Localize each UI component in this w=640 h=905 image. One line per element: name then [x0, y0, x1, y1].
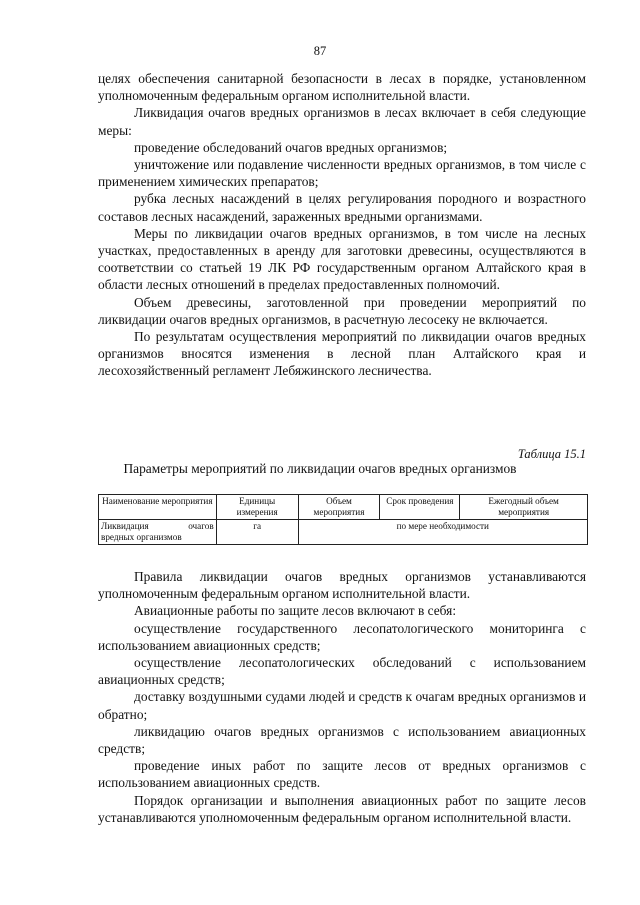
paragraph: Меры по ликвидации очагов вредных организмов, в том числе на лесных участках, предоставленных в аренду для заготовки древесины, осуществляются в соответствии со статьей 19 ЛК РФ государственным органом Алтайского края в области лесных отношений в пределах предоставленных полномочий. — [98, 225, 586, 293]
cell-as-needed: по мере необходимости — [298, 520, 587, 545]
paragraph: доставку воздушными судами людей и средств к очагам вредных организмов и обратно; — [98, 689, 586, 722]
paragraph: ликвидацию очагов вредных организмов с использованием авиационных средств; — [98, 723, 586, 757]
column-header-name: Наименование мероприятия — [99, 495, 217, 520]
cell-unit: га — [216, 520, 298, 545]
page-number: 87 — [313, 44, 327, 58]
cell-measure-name-line1: Ликвидация очагов — [101, 521, 214, 531]
column-header-annual-volume: Ежегодный объем мероприятия — [460, 495, 588, 520]
paragraph: Правила ликвидации очагов вредных организмов устанавливаются уполномоченным федеральным органом исполнительной власти. — [98, 569, 586, 602]
top-text-block — [98, 70, 586, 380]
paragraph: осуществление лесопатологических обследований с использованием авиационных средств; — [98, 655, 586, 688]
column-header-term: Срок проведения — [380, 495, 460, 520]
column-header-volume: Объем мероприятия — [298, 495, 380, 520]
table-header-row — [99, 495, 588, 520]
paragraph: рубка лесных насаждений в целях регулирования породного и возрастного составов лесных насаждений, зараженных вредными организмами. — [98, 191, 586, 224]
paragraph: По результатам осуществления мероприятий по ликвидации очагов вредных организмов вносятся изменения в лесной план Алтайского края и лесохозяйственный регламент Лебяжинского лесничества. — [98, 329, 586, 379]
paragraph: уничтожение или подавление численности вредных организмов, в том числе с применением химических препаратов; — [98, 157, 586, 190]
paragraph: осуществление государственного лесопатологического мониторинга с использованием авиационных средств; — [98, 620, 586, 653]
cell-measure-name-line2: вредных организмов — [101, 532, 182, 542]
paragraph: Авиационные работы по защите лесов включают в себя: — [134, 603, 457, 619]
paragraph: Ликвидация очагов вредных организмов в лесах включает в себя следующие меры: — [98, 105, 586, 138]
table-label: Таблица 15.1 — [517, 447, 586, 461]
paragraph: целях обеспечения санитарной безопасности в лесах в порядке, установленном уполномоченным федеральным органом исполнительной власти. — [98, 71, 586, 104]
column-header-unit: Единицы измерения — [216, 495, 298, 520]
paragraph: проведение иных работ по защите лесов от вредных организмов с использованием авиационных средств. — [98, 758, 586, 791]
paragraph: проведение обследований очагов вредных организмов; — [134, 139, 448, 155]
table-row — [99, 520, 588, 545]
table-title: Параметры мероприятий по ликвидации очагов вредных организмов — [123, 461, 517, 476]
paragraph: Объем древесины, заготовленной при проведении мероприятий по ликвидации очагов вредных организмов, в расчетную лесосеку не включается. — [98, 294, 586, 327]
bottom-text-block — [98, 568, 586, 826]
cell-measure-name — [99, 520, 217, 545]
paragraph: Порядок организации и выполнения авиационных работ по защите лесов устанавливаются уполномоченным федеральным органом исполнительной власти. — [98, 792, 586, 825]
parameters-table — [98, 494, 588, 545]
